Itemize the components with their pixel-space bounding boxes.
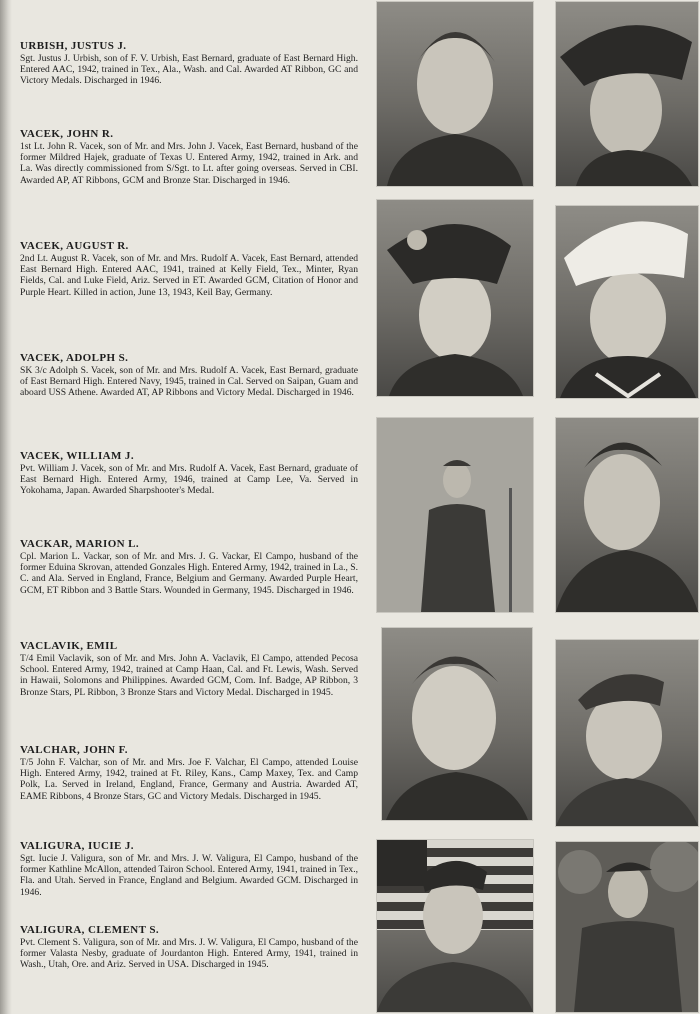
entry-name: VACEK, WILLIAM J. <box>20 450 134 462</box>
entry-biography: Pvt. Clement S. Valigura, son of Mr. and Mrs. J. W. Valigura, El Campo, husband of the former Valasta Nesby, graduate of Jourdanton High. Entered Army, 1941, trained in Wash., Utah, Ore. and Ariz. Served in USA. Discharged in 1945. <box>20 937 358 971</box>
entry-name: URBISH, JUSTUS J. <box>20 40 127 52</box>
portrait-valchar-john <box>556 640 698 826</box>
portrait-urbish-justus <box>377 2 533 186</box>
entry-name: VACEK, JOHN R. <box>20 128 114 140</box>
entry-name: VACLAVIK, EMIL <box>20 640 118 652</box>
entry-name: VACEK, ADOLPH S. <box>20 352 129 364</box>
entry-vacek-august <box>20 240 358 298</box>
entry-vacek-john <box>20 128 358 186</box>
entry-urbish-justus <box>20 40 358 87</box>
entry-name: VACKAR, MARION L. <box>20 538 140 550</box>
portrait-vacek-john <box>556 2 698 186</box>
entry-biography: 1st Lt. John R. Vacek, son of Mr. and Mrs. John J. Vacek, East Bernard, husband of the former Mildred Hajek, graduate of Texas U. Entered Army, 1942, trained in Ark. and La. Was directly commissioned from S/Sgt. to Lt. after going overseas. Served in CBI. Awarded AP, AT Ribbons, GCM and Bronze Star. Discharged in 1946. <box>20 141 358 186</box>
entry-biography: Pvt. William J. Vacek, son of Mr. and Mrs. Rudolf A. Vacek, East Bernard, graduate of East Bernard High. Entered Army, 1946, trained at Camp Lee, Va. Served in Yokohama, Japan. Awarded Sharpshooter's Medal. <box>20 463 358 497</box>
entry-vacek-william <box>20 450 358 497</box>
portrait-vaclavik-emil <box>382 628 532 820</box>
portrait-vackar-marion <box>556 418 698 612</box>
portrait-valigura-iucie <box>377 840 533 1012</box>
entry-valigura-iucie <box>20 840 358 898</box>
portrait-valigura-clement <box>556 842 698 1012</box>
portrait-vacek-adolph <box>556 206 698 398</box>
portrait-vacek-august <box>377 200 533 396</box>
entry-biography: Sgt. Justus J. Urbish, son of F. V. Urbish, East Bernard, graduate of East Bernard High. Entered AAC, 1942, trained in Tex., Ala., Wash. and Cal. Awarded AT Ribbon, GC and Victory Medals. Discharged in 1946. <box>20 53 358 87</box>
entry-name: VACEK, AUGUST R. <box>20 240 129 252</box>
entry-biography: Cpl. Marion L. Vackar, son of Mr. and Mrs. J. G. Vackar, El Campo, husband of the former Eduina Skrovan, attended Gonzales High. Entered Army, 1942, trained in La., S. C. and Ala. Served in England, France, Belgium and Germany. Awarded Purple Heart, GCM, ET Ribbon and 3 Battle Stars. Wounded in Germany, 1945. Discharged in 1946. <box>20 551 359 596</box>
entry-name: VALCHAR, JOHN F. <box>20 744 128 756</box>
portrait-vacek-william <box>377 418 533 612</box>
entry-name: VALIGURA, IUCIE J. <box>20 840 134 852</box>
entry-name: VALIGURA, CLEMENT S. <box>20 924 160 936</box>
entry-biography: T/4 Emil Vaclavik, son of Mr. and Mrs. John A. Vaclavik, El Campo, attended Pecosa School. Entered Army, 1942, trained at Camp Haan, Cal. and Ft. Lewis, Wash. Served in Hawaii, Solomons and Philippines. Awarded GCM, Com. Inf. Badge, AP Ribbon, 3 Bronze Stars, PL Ribbon, 3 Bronze Stars and Victory Medal. Discharged in 1945. <box>20 653 358 698</box>
entry-biography: 2nd Lt. August R. Vacek, son of Mr. and Mrs. Rudolf A. Vacek, East Bernard, attended East Bernard High. Entered AAC, 1941, trained at Kelly Field, Tex., Minter, Ryan Fields, Cal. and Luke Field, Ariz. Served in ET. Awarded GCM, Citation of Honor and Purple Heart. Killed in action, June 13, 1943, Keil Bay, Germany. <box>20 253 358 298</box>
entry-vacek-adolph <box>20 352 358 399</box>
entry-vackar-marion <box>20 538 358 596</box>
page-binding-shadow <box>0 0 12 1014</box>
entry-valigura-clement <box>20 924 358 971</box>
entry-valchar-john <box>20 744 358 802</box>
entry-biography: T/5 John F. Valchar, son of Mr. and Mrs. Joe F. Valchar, El Campo, attended Louise High. Entered Army, 1942, trained at Ft. Riley, Kans., Camp Maxey, Tex. and Camp Polk, La. Served in Ireland, England, France, Germany and Austria. Awarded AT, EAME Ribbons, 4 Bronze Stars, GC and Victory Medals. Discharged in 1945. <box>20 757 358 802</box>
entry-biography: SK 3/c Adolph S. Vacek, son of Mr. and Mrs. Rudolf A. Vacek, East Bernard, graduate of East Bernard High. Entered Navy, 1945, trained in Cal. Served on Saipan, Guam and aboard USS Athene. Awarded AT, AP Ribbons and Victory Medal. Discharged in 1946. <box>20 365 358 399</box>
entry-vaclavik-emil <box>20 640 358 698</box>
entry-biography: Sgt. Iucie J. Valigura, son of Mr. and Mrs. J. W. Valigura, El Campo, husband of the former Kathline McAllon, attended Tairon School. Entered Army, 1941, trained in Tex., Fla. and Utah. Served in France, England and Belgium. Awarded GCM. Discharged in 1946. <box>20 853 358 898</box>
